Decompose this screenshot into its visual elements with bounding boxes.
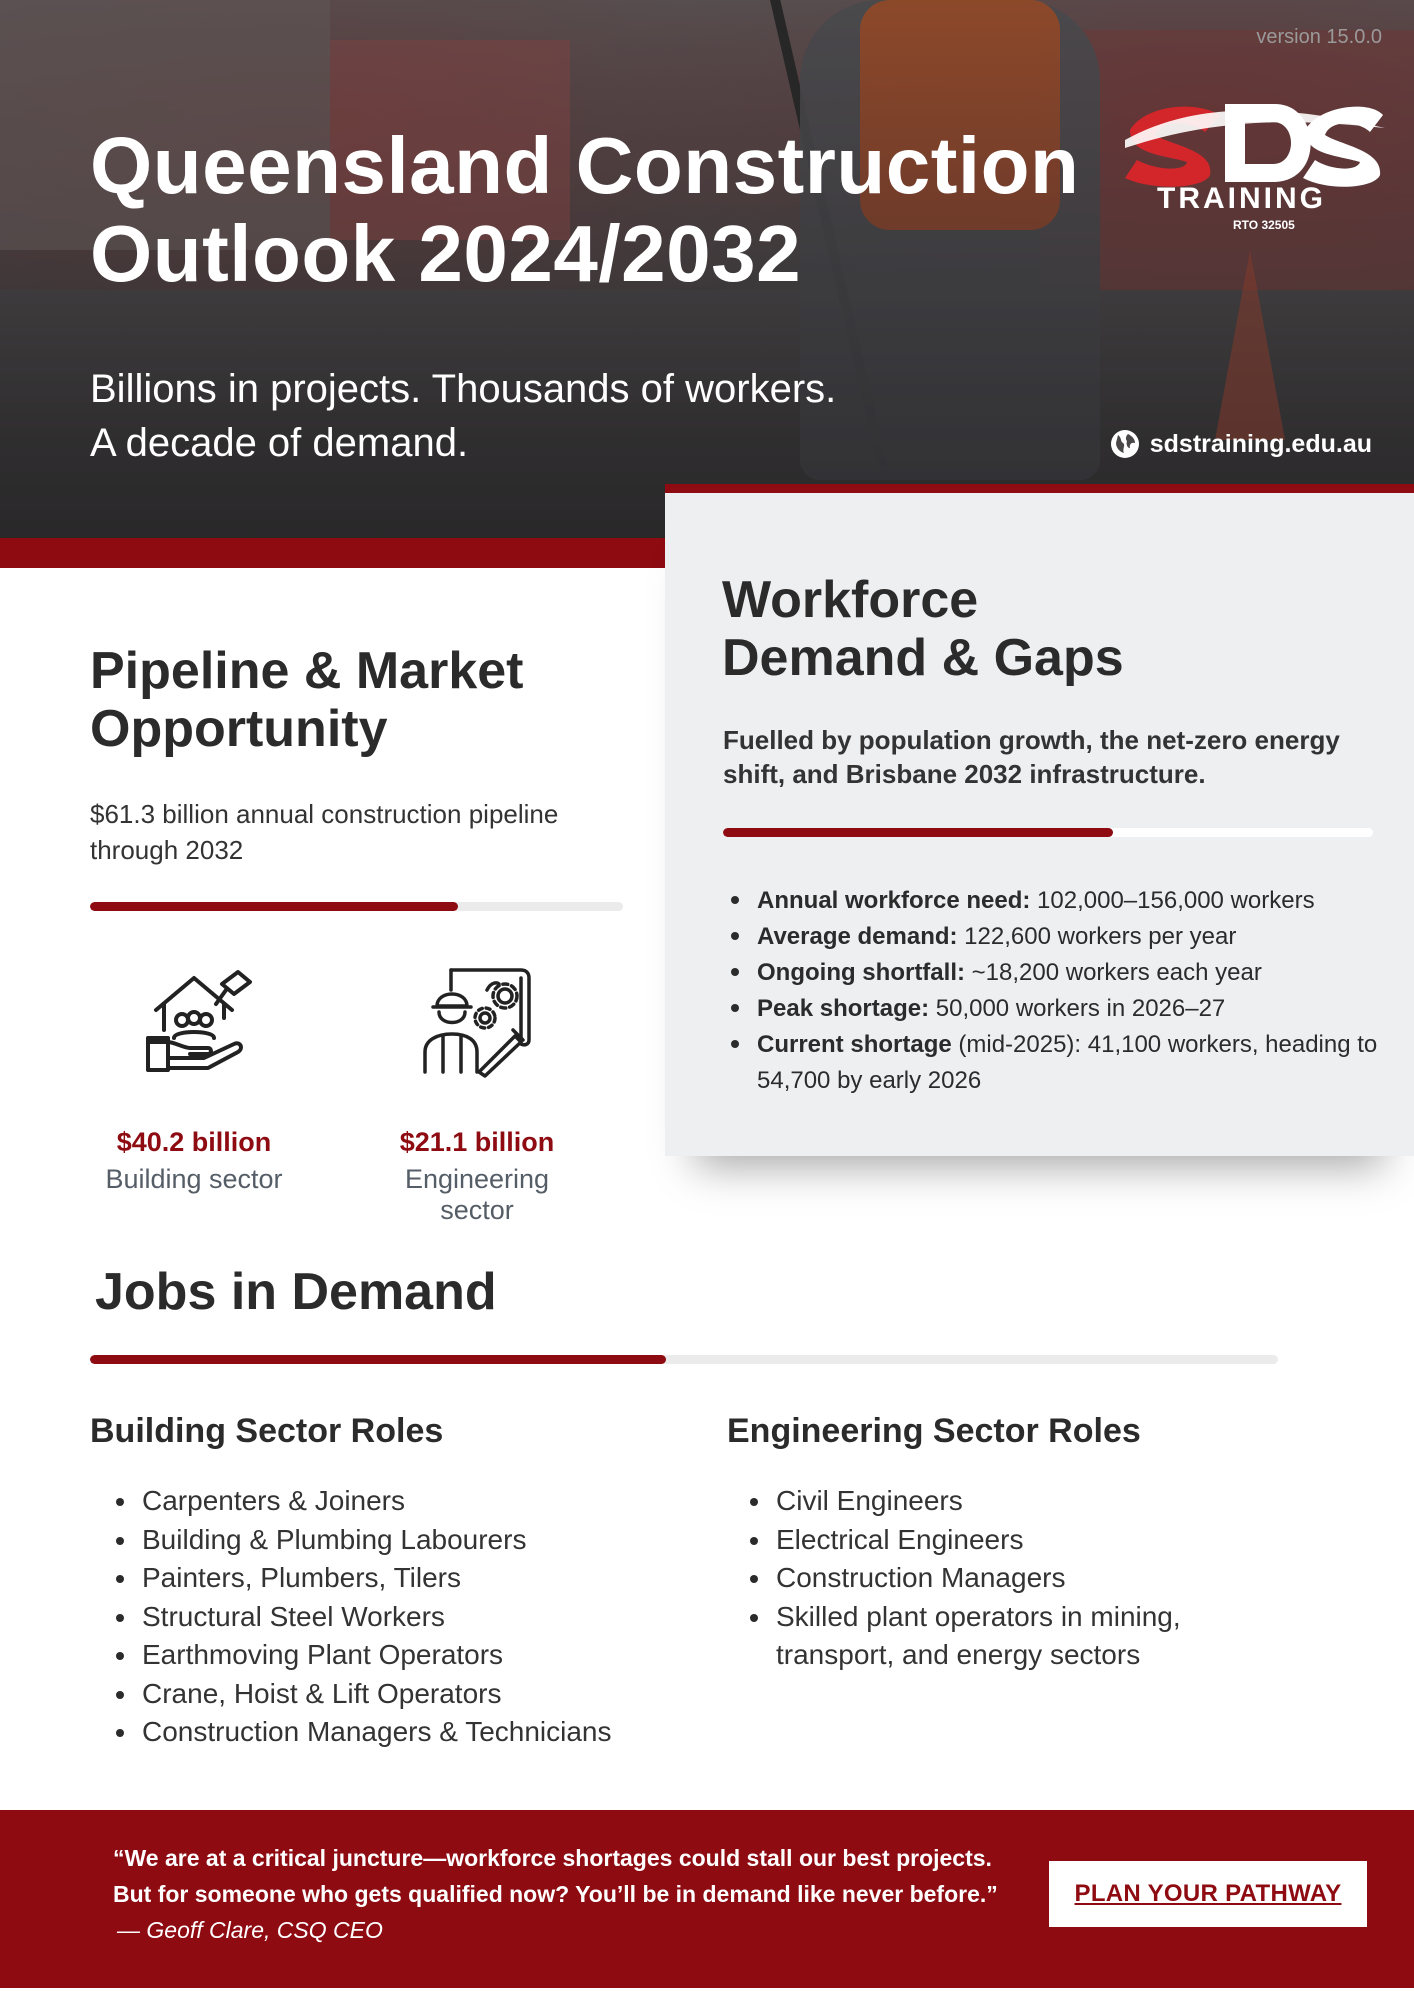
logo-swoosh-icon — [1125, 100, 1385, 190]
pipeline-title — [90, 642, 523, 758]
engineering-sector-stat — [367, 960, 587, 1226]
engineering-sector-value: $21.1 billion — [399, 1127, 555, 1157]
workforce-title — [722, 571, 1124, 687]
logo-rto-number: RTO 32505 — [1233, 218, 1295, 232]
page-title — [90, 122, 1110, 298]
title-line-2: Outlook 2024/2032 — [90, 209, 802, 298]
stat-label: Ongoing shortfall: — [757, 959, 965, 986]
stat-text: 122,600 workers per year — [957, 923, 1237, 950]
pipeline-progress-bar — [90, 902, 623, 911]
building-sector-label: Building sector — [105, 1164, 283, 1194]
subtitle-line-2: A decade of demand. — [90, 421, 469, 465]
list-item: Electrical Engineers — [744, 1521, 1214, 1560]
list-item: Carpenters & Joiners — [110, 1482, 670, 1521]
workforce-progress-fill — [723, 828, 1113, 837]
building-roles-title: Building Sector Roles — [90, 1412, 444, 1450]
stat-label: Current shortage — [757, 1031, 952, 1058]
plan-your-pathway-button[interactable]: PLAN YOUR PATHWAY — [1049, 1861, 1367, 1927]
list-item — [725, 991, 1385, 1027]
stat-label: Peak shortage: — [757, 995, 930, 1022]
pipeline-title-line-1: Pipeline & Market — [90, 642, 524, 700]
house-hand-icon — [134, 960, 254, 1080]
building-sector-stat — [84, 960, 304, 1195]
title-line-1: Queensland Construction — [90, 121, 1080, 210]
list-item: Civil Engineers — [744, 1482, 1214, 1521]
stat-text: (mid-2025): 41,100 workers, heading to 54,700 by early 2026 — [757, 1031, 1378, 1094]
ceo-quote — [113, 1840, 1033, 1912]
list-item — [725, 883, 1385, 919]
list-item: Building & Plumbing Labourers — [110, 1521, 670, 1560]
logo-training-text: TRAINING — [1157, 182, 1326, 215]
stat-label: Average demand: — [757, 923, 958, 950]
list-item — [725, 1027, 1385, 1099]
engineering-roles-list — [744, 1482, 1214, 1675]
pipeline-title-line-2: Opportunity — [90, 700, 388, 758]
list-item — [725, 955, 1385, 991]
list-item: Skilled plant operators in mining, transport, and energy sectors — [744, 1598, 1214, 1675]
website-url: sdstraining.edu.au — [1149, 429, 1372, 458]
list-item: Construction Managers — [744, 1559, 1214, 1598]
workforce-panel — [665, 493, 1414, 1156]
workforce-lead: Fuelled by population growth, the net-zero energy shift, and Brisbane 2032 infrastructure. — [723, 725, 1340, 789]
quote-footer — [0, 1810, 1414, 1988]
engineer-blueprint-icon — [417, 960, 537, 1080]
stat-text: ~18,200 workers each year — [964, 959, 1262, 986]
sds-training-logo — [1125, 88, 1385, 232]
engineering-roles-title: Engineering Sector Roles — [727, 1412, 1141, 1450]
workforce-stats-list — [725, 883, 1385, 1099]
list-item: Structural Steel Workers — [110, 1598, 670, 1637]
building-roles-list — [110, 1482, 670, 1752]
list-item: Painters, Plumbers, Tilers — [110, 1559, 670, 1598]
jobs-progress-fill — [90, 1355, 666, 1364]
hero-banner — [0, 0, 1414, 540]
version-label: version 15.0.0 — [1256, 26, 1382, 48]
jobs-progress-bar — [90, 1355, 1278, 1364]
stat-label: Annual workforce need: — [757, 887, 1031, 914]
globe-icon — [1110, 429, 1140, 459]
quote-attribution: — Geoff Clare, CSQ CEO — [117, 1917, 383, 1943]
subtitle-line-1: Billions in projects. Thousands of workers. — [90, 367, 837, 411]
stat-text: 50,000 workers in 2026–27 — [929, 995, 1226, 1022]
quote-line-2: But for someone who gets qualified now? You’ll be in demand like never before.” — [113, 1881, 998, 1907]
website-link[interactable] — [1110, 429, 1372, 459]
red-accent-bar-left — [0, 538, 665, 568]
quote-line-1: “We are at a critical juncture—workforce shortages could stall our best projects. — [113, 1845, 992, 1871]
building-sector-value: $40.2 billion — [116, 1127, 272, 1157]
hero-subtitle — [90, 362, 990, 470]
stat-text: 102,000–156,000 workers — [1030, 887, 1315, 914]
list-item: Construction Managers & Technicians — [110, 1713, 670, 1752]
engineering-sector-label: Engineering sector — [404, 1164, 550, 1225]
jobs-title: Jobs in Demand — [95, 1263, 497, 1321]
list-item: Crane, Hoist & Lift Operators — [110, 1675, 670, 1714]
list-item — [725, 919, 1385, 955]
workforce-progress-bar — [723, 828, 1373, 837]
workforce-title-line-1: Workforce — [722, 571, 979, 629]
pipeline-description: $61.3 billion annual construction pipeline through 2032 — [90, 799, 559, 865]
list-item: Earthmoving Plant Operators — [110, 1636, 670, 1675]
red-accent-bar-right — [665, 484, 1414, 493]
workforce-title-line-2: Demand & Gaps — [722, 629, 1124, 687]
pipeline-progress-fill — [90, 902, 458, 911]
